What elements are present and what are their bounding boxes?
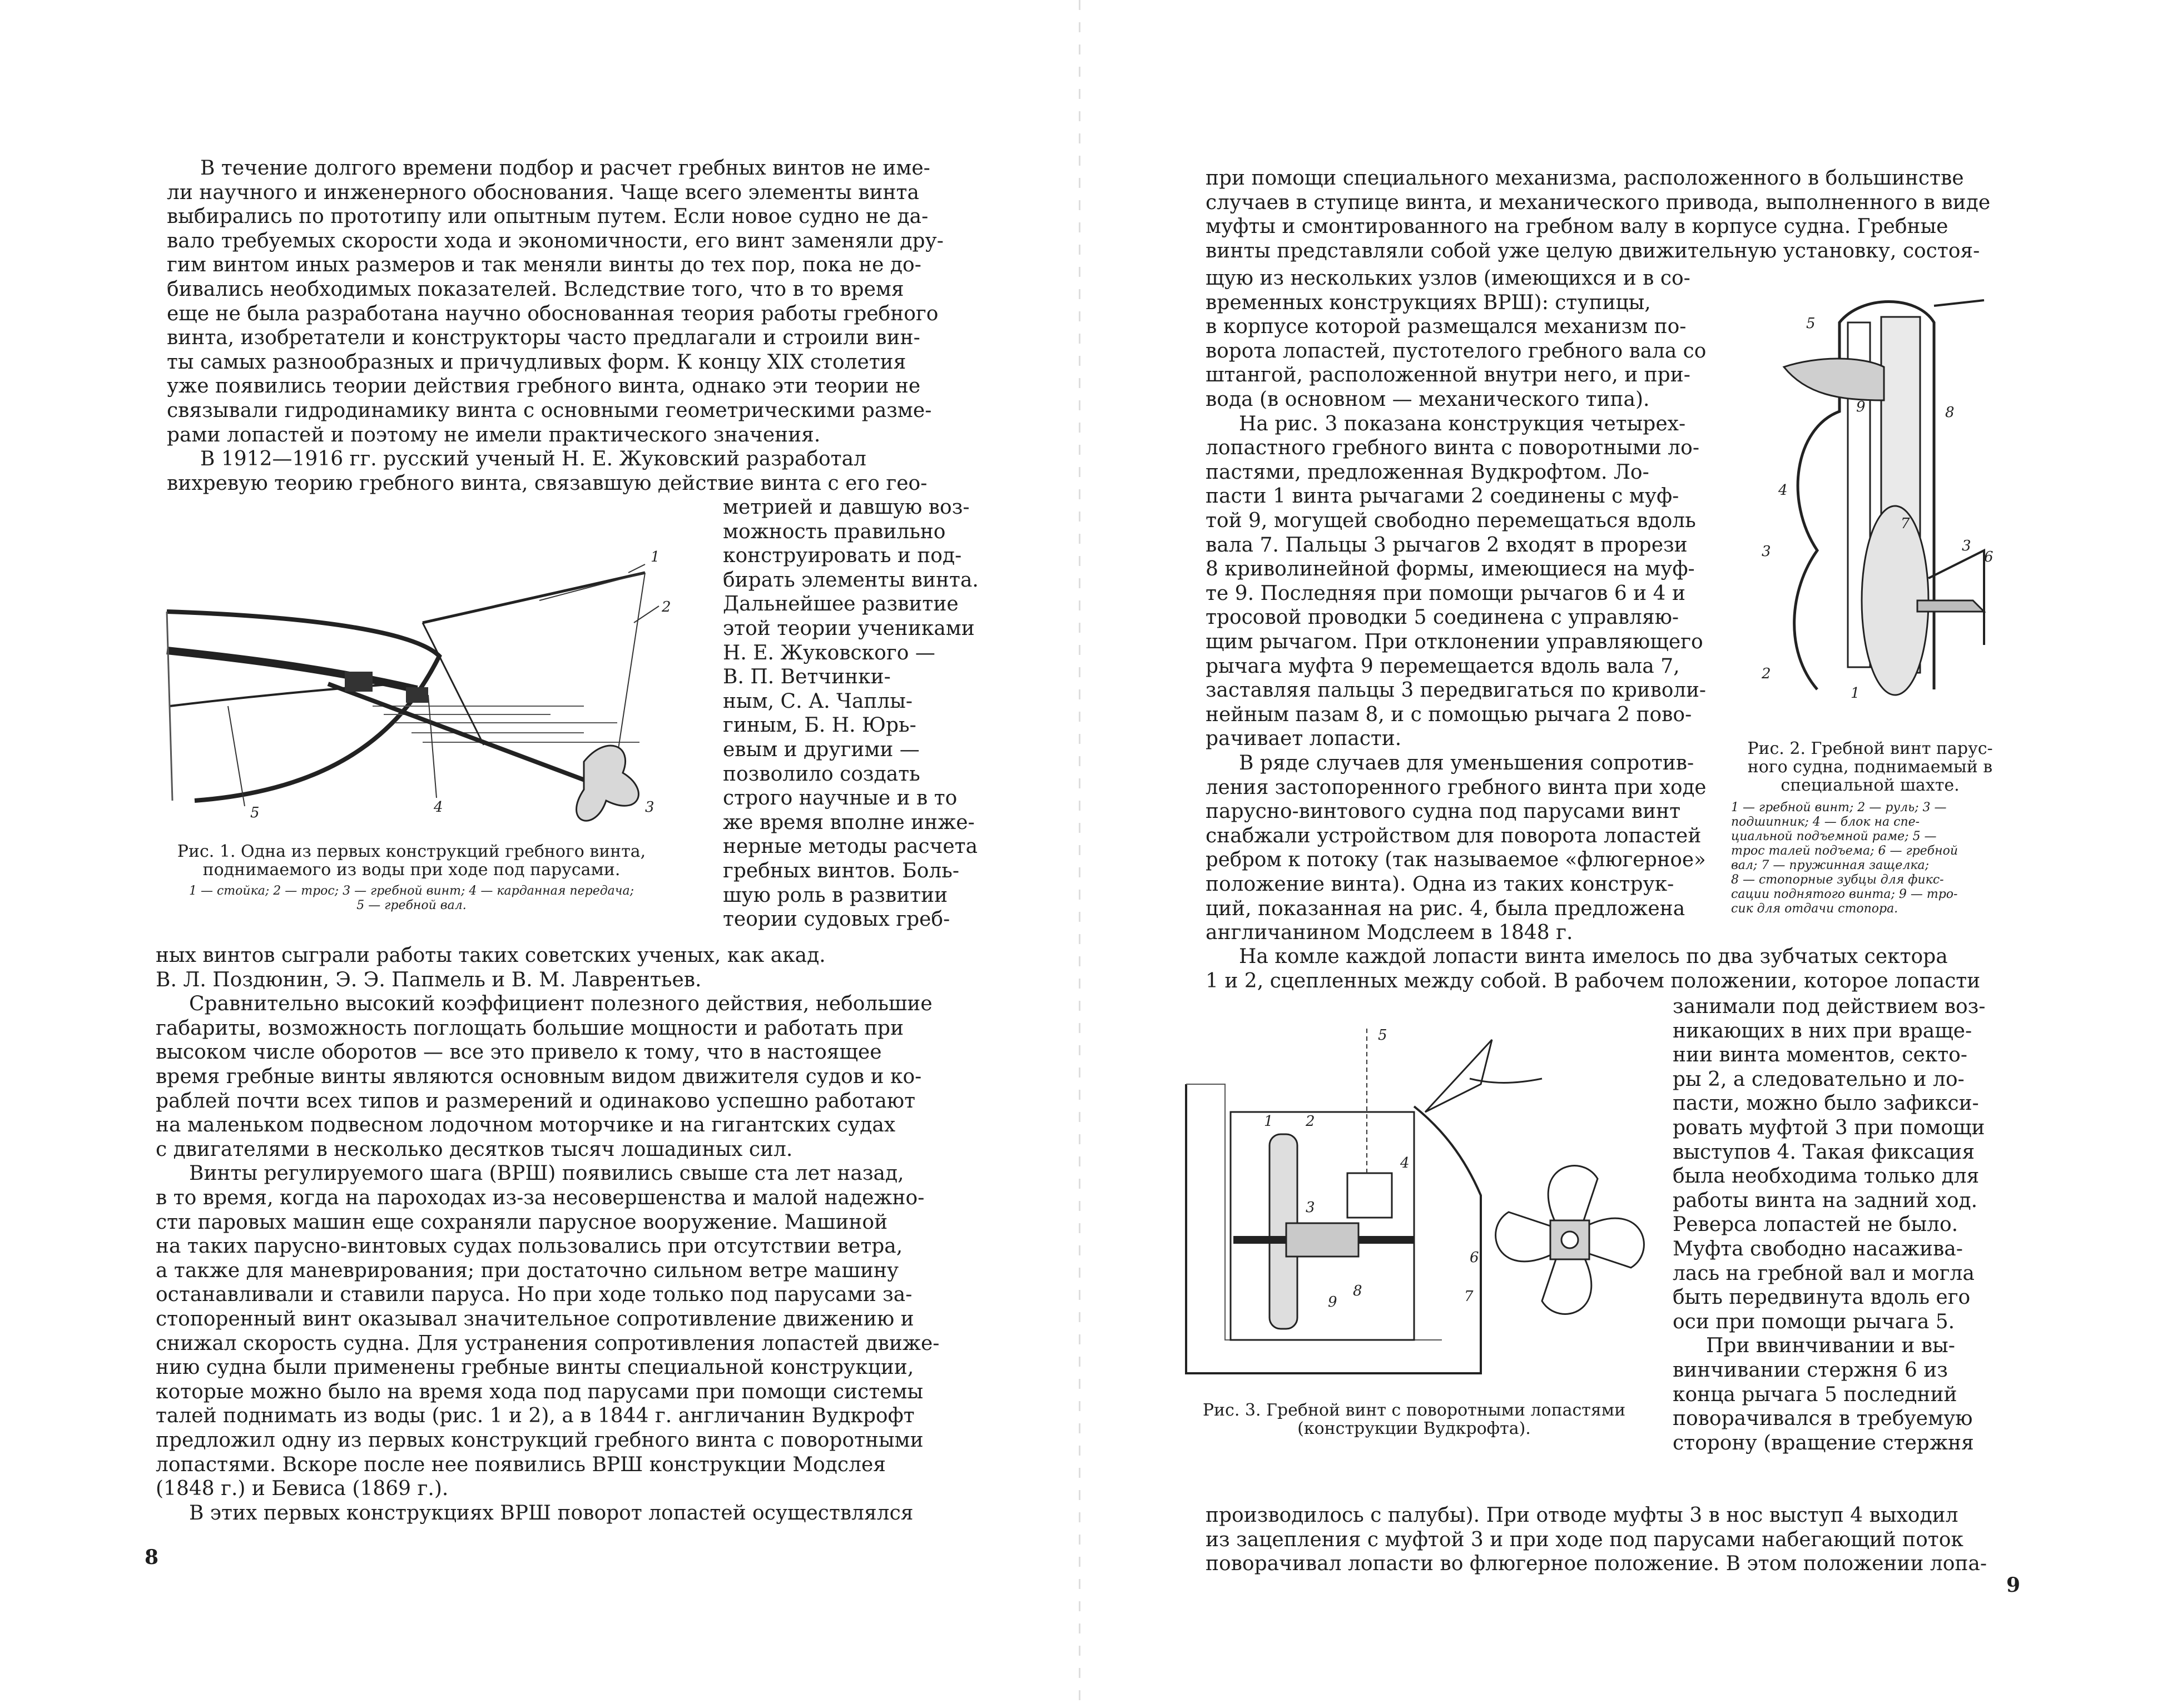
text-line: вихревую теорию гребного винта, связавшую действие винта с его гео- bbox=[167, 471, 928, 495]
figure-1-drawing bbox=[161, 523, 723, 840]
text-line: рачивает лопасти. bbox=[1206, 727, 1402, 751]
text-line: в то время, когда на пароходах из-за несовершенства и малой надежно- bbox=[156, 1186, 925, 1209]
text-line: Реверса лопастей не было. bbox=[1673, 1213, 1958, 1237]
text-line: бивались необходимых показателей. Вследствие того, что в то время bbox=[167, 278, 904, 301]
fig2-label-8: 8 bbox=[1945, 404, 1955, 421]
text-line: На рис. 3 показана конструкция четырех- bbox=[1239, 412, 1686, 435]
text-line: той 9, могущей свободно перемещаться вдоль bbox=[1206, 509, 1696, 532]
text-line: положение винта). Одна из таких конструк- bbox=[1206, 873, 1674, 896]
text-line: талей поднимать из воды (рис. 1 и 2), а в 1844 г. англичанин Вудкрофт bbox=[156, 1404, 915, 1428]
fig1-label-4: 4 bbox=[434, 799, 443, 816]
figure-3-drawing bbox=[1181, 1029, 1659, 1390]
text-line: конца рычага 5 последний bbox=[1673, 1383, 1957, 1406]
text-line: стопоренный винт оказывал значительное сопротивление движению и bbox=[156, 1308, 914, 1330]
text-line: Н. Е. Жуковского — bbox=[723, 641, 935, 664]
fig3-label-1: 1 bbox=[1264, 1113, 1273, 1130]
text-line: ций, показанная на рис. 4, была предложена bbox=[1206, 897, 1685, 920]
text-line: габариты, возможность поглощать большие мощности и работать при bbox=[156, 1016, 904, 1040]
fig3-label-5: 5 bbox=[1378, 1029, 1387, 1044]
text-line: вало требуемых скорости хода и экономичности, его винт заменяли дру- bbox=[167, 229, 944, 252]
text-line: этой теории учениками bbox=[723, 617, 975, 640]
text-line: уже появились теории действия гребного винта, однако эти теории не bbox=[167, 375, 921, 398]
text-line: пастями, предложенная Вудкрофтом. Ло- bbox=[1206, 460, 1649, 484]
figure-1-legend: 1 — стойка; 2 — трос; 3 — гребной винт; 4 — карданная передача; 5 — гребной вал. bbox=[189, 884, 634, 912]
fig1-label-5: 5 bbox=[250, 805, 260, 821]
figure-3 bbox=[1181, 1029, 1659, 1390]
text-line: которые можно было на время хода под парусами при помощи системы bbox=[156, 1380, 924, 1403]
text-line: В 1912—1916 гг. русский ученый Н. Е. Жуковский разработал bbox=[200, 448, 866, 471]
text-line: а также для маневрирования; при достаточно сильном ветре машину bbox=[156, 1259, 899, 1282]
text-line: рычага муфта 9 перемещается вдоль вала 7, bbox=[1206, 654, 1680, 678]
text-line: ты самых разнообразных и причудливых форм. К концу XIX столетия bbox=[167, 350, 906, 374]
text-line: снабжали устройством для поворота лопастей bbox=[1206, 824, 1702, 847]
fig2-label-4: 4 bbox=[1778, 482, 1788, 499]
text-line: при помощи специального механизма, расположенного в большинстве bbox=[1206, 167, 1964, 190]
figure-2 bbox=[1751, 289, 1995, 701]
fig3-label-2: 2 bbox=[1306, 1113, 1315, 1130]
text-line: В этих первых конструкциях ВРШ поворот лопастей осуществлялся bbox=[189, 1501, 914, 1525]
text-line: выступов 4. Такая фиксация bbox=[1673, 1140, 1975, 1164]
text-line: лась на гребной вал и могла bbox=[1673, 1262, 1975, 1285]
fig3-label-8: 8 bbox=[1353, 1283, 1362, 1299]
text-line: оси при помощи рычага 5. bbox=[1673, 1310, 1955, 1333]
text-line: вала 7. Пальцы 3 рычагов 2 входят в прорези bbox=[1206, 533, 1688, 557]
figure-2-legend: 1 — гребной винт; 2 — руль; 3 — подшипник; 4 — блок на спе- циальной подъемной раме; 5 — трос талей подъема; 6 — гребной вал; 7 — пружинная защелка; 8 — стопорные зубцы для фикс- сации поднятого винта; 9 — тро- сик для отдачи стопора. bbox=[1731, 801, 1958, 916]
text-line: же время вполне инже- bbox=[723, 811, 975, 834]
text-line: пасти 1 винта рычагами 2 соединены с муф- bbox=[1206, 485, 1679, 508]
text-line: В. Л. Поздюнин, Э. Э. Папмель и В. М. Лаврентьев. bbox=[156, 968, 702, 991]
text-line: рами лопастей и поэтому не имели практического значения. bbox=[167, 423, 821, 446]
text-line: сти паровых машин еще сохраняли парусное вооружение. Машиной bbox=[156, 1210, 888, 1234]
text-line: 1 и 2, сцепленных между собой. В рабочем положении, которое лопасти bbox=[1206, 969, 1981, 992]
fig2-label-7: 7 bbox=[1901, 515, 1910, 532]
text-line: гребных винтов. Боль- bbox=[723, 860, 960, 882]
text-line: нию судна были применены гребные винты специальной конструкции, bbox=[156, 1356, 914, 1379]
text-line: лопастями. Вскоре после нее появились ВРШ конструкции Модслея bbox=[156, 1453, 886, 1476]
figure-1-caption: Рис. 1. Одна из первых конструкций гребного винта, поднимаемого из воды при ходе под парусами. bbox=[177, 842, 646, 880]
text-line: ным, С. А. Чаплы- bbox=[723, 689, 913, 713]
text-line: ры 2, а следовательно и ло- bbox=[1673, 1068, 1965, 1091]
text-line: винта, изобретатели и конструкторы часто предлагали и строили вин- bbox=[167, 326, 920, 350]
text-line: нерные методы расчета bbox=[723, 835, 978, 858]
fig2-label-3: 3 bbox=[1762, 543, 1771, 560]
text-line: Муфта свободно насаживa- bbox=[1673, 1238, 1963, 1260]
text-line: высоком числе оборотов — все это привело к тому, что в настоящее bbox=[156, 1041, 882, 1064]
text-line: производилось с палубы). При отводе муфты 3 в нос выступ 4 выходил bbox=[1206, 1504, 1958, 1527]
fig3-label-9: 9 bbox=[1328, 1294, 1337, 1310]
fig2-label-5: 5 bbox=[1806, 315, 1816, 332]
text-line: англичанином Модслеем в 1848 г. bbox=[1206, 921, 1573, 945]
text-line: винчивании стержня 6 из bbox=[1673, 1359, 1948, 1382]
text-line: В течение долгого времени подбор и расчет гребных винтов не име- bbox=[200, 157, 930, 180]
fig2-label-1: 1 bbox=[1851, 685, 1860, 701]
page-number-right: 9 bbox=[2006, 1573, 2021, 1597]
text-line: с двигателями в несколько десятков тысяч лошадиных сил. bbox=[156, 1138, 793, 1161]
text-line: связывали гидродинамику винта с основными геометрическими разме- bbox=[167, 399, 932, 422]
text-line: штангой, расположенной внутри него, и при- bbox=[1206, 364, 1690, 387]
text-line: ребром к потоку (так называемое «флюгерное» bbox=[1206, 848, 1706, 872]
fig2-label-9: 9 bbox=[1856, 399, 1866, 415]
text-line: в корпусе которой размещался механизм по- bbox=[1206, 315, 1687, 339]
text-line: временных конструкциях ВРШ): ступицы, bbox=[1206, 291, 1651, 314]
text-line: нии винта моментов, секто- bbox=[1673, 1044, 1967, 1067]
text-line: тросовой проводки 5 соединена с управляю- bbox=[1206, 606, 1679, 629]
text-line: Сравнительно высокий коэффициент полезного действия, небольшие bbox=[189, 992, 933, 1016]
text-line: (1848 г.) и Бевиса (1869 г.). bbox=[156, 1477, 449, 1501]
text-line: работы винта на задний ход. bbox=[1673, 1189, 1978, 1212]
text-line: шую роль в развитии bbox=[723, 883, 948, 907]
text-line: теории судовых греб- bbox=[723, 908, 950, 931]
text-line: время гребные винты являются основным видом движителя судов и ко- bbox=[156, 1065, 922, 1088]
text-line: выбирались по прототипу или опытным путем. Если новое судно не да- bbox=[167, 205, 929, 229]
left-page bbox=[0, 0, 1083, 1708]
text-line: При ввинчивании и вы- bbox=[1706, 1334, 1955, 1358]
text-line: из зацепления с муфтой 3 и при ходе под парусами набегающий поток bbox=[1206, 1528, 1963, 1551]
text-line: гим винтом иных размеров и так меняли винты до тех пор, пока не до- bbox=[167, 254, 921, 277]
text-line: На комле каждой лопасти винта имелось по два зубчатых сектора bbox=[1239, 945, 1948, 968]
fig1-label-1: 1 bbox=[651, 549, 660, 565]
text-line: метрией и давшую воз- bbox=[723, 496, 970, 519]
text-line: вода (в основном — механического типа). bbox=[1206, 388, 1650, 411]
text-line: ворота лопастей, пустотелого гребного вала со bbox=[1206, 339, 1707, 363]
text-line: Дальнейшее развитие bbox=[723, 593, 959, 616]
text-line: щим рычагом. При отклонении управляющего bbox=[1206, 630, 1703, 653]
text-line: раблей почти всех типов и размерений и одинаково успешно работают bbox=[156, 1089, 916, 1113]
text-line: поворачивал лопасти во флюгерное положение. В этом положении лопа- bbox=[1206, 1552, 1987, 1576]
text-line: муфты и смонтированного на гребном валу в корпусе судна. Гребные bbox=[1206, 215, 1948, 239]
figure-2-caption: Рис. 2. Гребной винт парус- ного судна, поднимаемый в специальной шахте. bbox=[1747, 739, 1993, 795]
text-line: еще не была разработана научно обоснованная теория работы гребного bbox=[167, 302, 939, 325]
figure-2-drawing bbox=[1751, 289, 1995, 701]
text-line: поворачивался в требуемую bbox=[1673, 1407, 1973, 1431]
text-line: щую из нескольких узлов (имеющихся и в со- bbox=[1206, 267, 1690, 290]
text-line: нейным пазам 8, и с помощью рычага 2 пово- bbox=[1206, 703, 1692, 726]
text-line: 8 криволинейной формы, имеющиеся на муф- bbox=[1206, 558, 1695, 581]
book-gutter bbox=[1079, 0, 1080, 1708]
fig3-label-6: 6 bbox=[1470, 1249, 1479, 1266]
text-line: останавливали и ставили паруса. Но при ходе только под парусами за- bbox=[156, 1283, 913, 1307]
fig1-label-2: 2 bbox=[662, 599, 671, 615]
figure-3-caption: Рис. 3. Гребной винт с поворотными лопастями (конструкции Вудкрофта). bbox=[1202, 1401, 1626, 1438]
text-line: бирать элементы винта. bbox=[723, 568, 979, 592]
fig3-label-7: 7 bbox=[1464, 1288, 1474, 1305]
text-line: снижал скорость судна. Для устранения сопротивления лопастей движе- bbox=[156, 1332, 940, 1355]
text-line: парусно-винтового судна под парусами винт bbox=[1206, 800, 1681, 823]
fig2-label-2: 2 bbox=[1762, 666, 1771, 682]
text-line: строго научные и в то bbox=[723, 787, 958, 810]
text-line: случаев в ступице винта, и механического привода, выполненного в виде bbox=[1206, 191, 1991, 214]
text-line: заставляя пальцы 3 передвигаться по криволи- bbox=[1206, 679, 1707, 702]
text-line: Винты регулируемого шага (ВРШ) появились свыше ста лет назад, bbox=[189, 1162, 904, 1185]
text-line: была необходима только для bbox=[1673, 1165, 1980, 1188]
text-line: конструировать и под- bbox=[723, 544, 962, 568]
text-line: евым и другими — bbox=[723, 738, 920, 761]
text-line: на маленьком подвесном лодочном моторчике и на гигантских судах bbox=[156, 1114, 896, 1137]
text-line: винты представляли собой уже целую движительную установку, состоя- bbox=[1206, 239, 1980, 262]
text-line: можность правильно bbox=[723, 520, 946, 543]
text-line: позволило создать bbox=[723, 762, 920, 786]
text-line: те 9. Последняя при помощи рычагов 6 и 4 и bbox=[1206, 582, 1685, 605]
text-line: В. П. Ветчинки- bbox=[723, 666, 891, 689]
text-line: занимали под действием воз- bbox=[1673, 995, 1986, 1018]
text-line: ли научного и инженерного обоснования. Чаще всего элементы винта bbox=[167, 181, 919, 204]
text-line: предложил одну из первых конструкций гребного винта с поворотными bbox=[156, 1429, 924, 1452]
fig3-label-3: 3 bbox=[1306, 1199, 1315, 1216]
text-line: ровать муфтой 3 при помощи bbox=[1673, 1116, 1985, 1139]
text-line: В ряде случаев для уменьшения сопротив- bbox=[1239, 752, 1694, 774]
fig2-label-6: 6 bbox=[1984, 549, 1994, 565]
text-line: на таких парусно-винтовых судах пользовались при отсутствии ветра, bbox=[156, 1235, 903, 1258]
text-line: гиным, Б. Н. Юрь- bbox=[723, 714, 916, 737]
fig3-label-4: 4 bbox=[1400, 1155, 1410, 1171]
right-page bbox=[1083, 0, 2167, 1708]
fig2-label-3b: 3 bbox=[1962, 538, 1971, 554]
text-line: никающих в них при враще- bbox=[1673, 1019, 1972, 1042]
figure-1 bbox=[161, 523, 723, 840]
text-line: ных винтов сыграли работы таких советских ученых, как акад. bbox=[156, 944, 826, 967]
text-line: быть передвинута вдоль его bbox=[1673, 1286, 1971, 1309]
text-line: пасти, можно было зафикси- bbox=[1673, 1092, 1979, 1115]
fig1-label-3: 3 bbox=[645, 799, 654, 816]
text-line: лопастного гребного винта с поворотными ло- bbox=[1206, 436, 1699, 460]
text-line: сторону (вращение стержня bbox=[1673, 1431, 1974, 1454]
text-line: ления застопоренного гребного винта при ходе bbox=[1206, 776, 1707, 799]
page-number-left: 8 bbox=[145, 1546, 159, 1569]
